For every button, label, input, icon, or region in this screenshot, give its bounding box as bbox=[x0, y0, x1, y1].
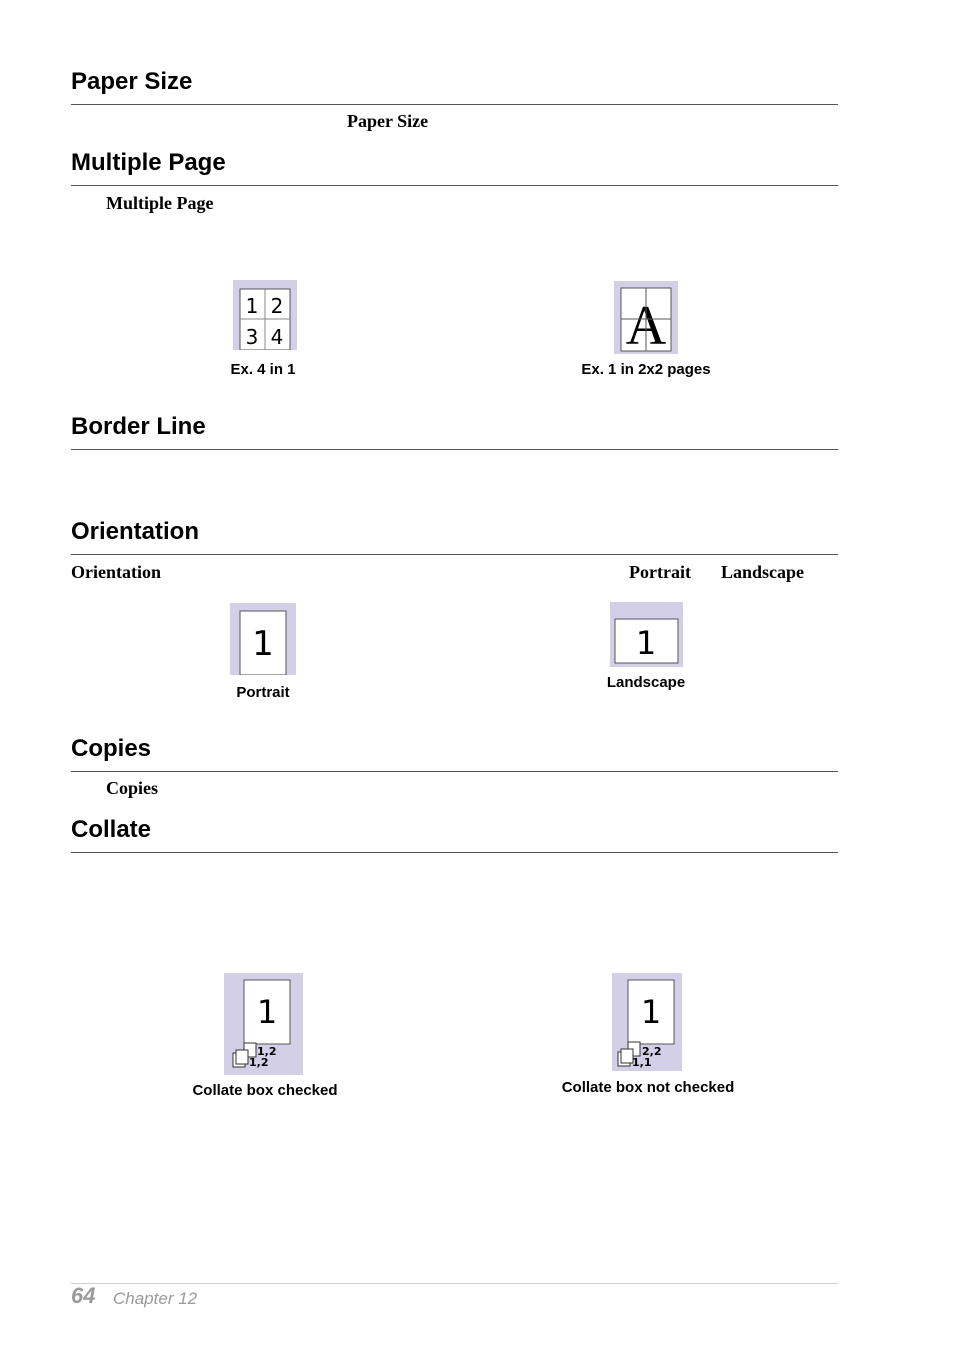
option-landscape-text: Landscape bbox=[721, 562, 805, 582]
page-number: 64 bbox=[71, 1283, 96, 1308]
caption-portrait: Portrait bbox=[236, 684, 290, 701]
collate-unchecked-stack-bottom: 1,1 bbox=[632, 1056, 652, 1069]
option-portrait-text: Portrait bbox=[629, 562, 691, 582]
collate-checked-stack-top: 1,2 bbox=[257, 1045, 277, 1058]
collate-checked-stack-bottom: 1,2 bbox=[249, 1056, 269, 1069]
caption-landscape: Landscape bbox=[606, 674, 686, 691]
heading-copies: Copies bbox=[71, 735, 152, 762]
page-number-2: 2 bbox=[270, 294, 284, 318]
portrait-figure bbox=[230, 603, 296, 675]
page-number-4: 4 bbox=[270, 325, 284, 349]
portrait-page-number: 1 bbox=[252, 624, 274, 664]
copies-text: Copies bbox=[106, 778, 159, 798]
caption-collate-unchecked: Collate box not checked bbox=[561, 1079, 735, 1096]
large-letter: A bbox=[625, 295, 667, 354]
collate-unchecked-figure bbox=[612, 973, 682, 1071]
landscape-page-number: 1 bbox=[635, 624, 657, 662]
heading-paper-size: Paper Size bbox=[71, 68, 193, 95]
heading-border-line: Border Line bbox=[71, 413, 206, 440]
caption-collate-checked: Collate box checked bbox=[192, 1082, 338, 1099]
section-divider bbox=[71, 104, 838, 105]
section-divider bbox=[71, 771, 838, 772]
one-in-2x2-figure bbox=[614, 281, 678, 354]
section-divider bbox=[71, 449, 838, 450]
caption-one-in-2x2: Ex. 1 in 2x2 pages bbox=[581, 361, 711, 378]
section-divider bbox=[71, 554, 838, 555]
section-divider bbox=[71, 852, 838, 853]
landscape-figure bbox=[610, 602, 683, 667]
paper-size-text: Paper Size bbox=[347, 111, 429, 131]
orientation-text: Orientation bbox=[71, 562, 161, 582]
chapter-label: Chapter 12 bbox=[113, 1289, 198, 1308]
collate-unchecked-page-number: 1 bbox=[640, 993, 662, 1031]
collate-checked-page-number: 1 bbox=[256, 993, 278, 1031]
collate-checked-figure bbox=[224, 973, 303, 1075]
heading-collate: Collate bbox=[71, 816, 152, 843]
footer-divider bbox=[71, 1283, 838, 1284]
collate-unchecked-stack-top: 2,2 bbox=[642, 1045, 662, 1058]
page-number-3: 3 bbox=[245, 325, 259, 349]
heading-orientation: Orientation bbox=[71, 518, 200, 545]
section-divider bbox=[71, 185, 838, 186]
heading-multiple-page: Multiple Page bbox=[71, 149, 226, 176]
multiple-page-text: Multiple Page bbox=[106, 193, 214, 213]
caption-four-in-one: Ex. 4 in 1 bbox=[230, 361, 296, 378]
four-in-one-figure bbox=[233, 280, 297, 350]
page-number-1: 1 bbox=[245, 294, 259, 318]
